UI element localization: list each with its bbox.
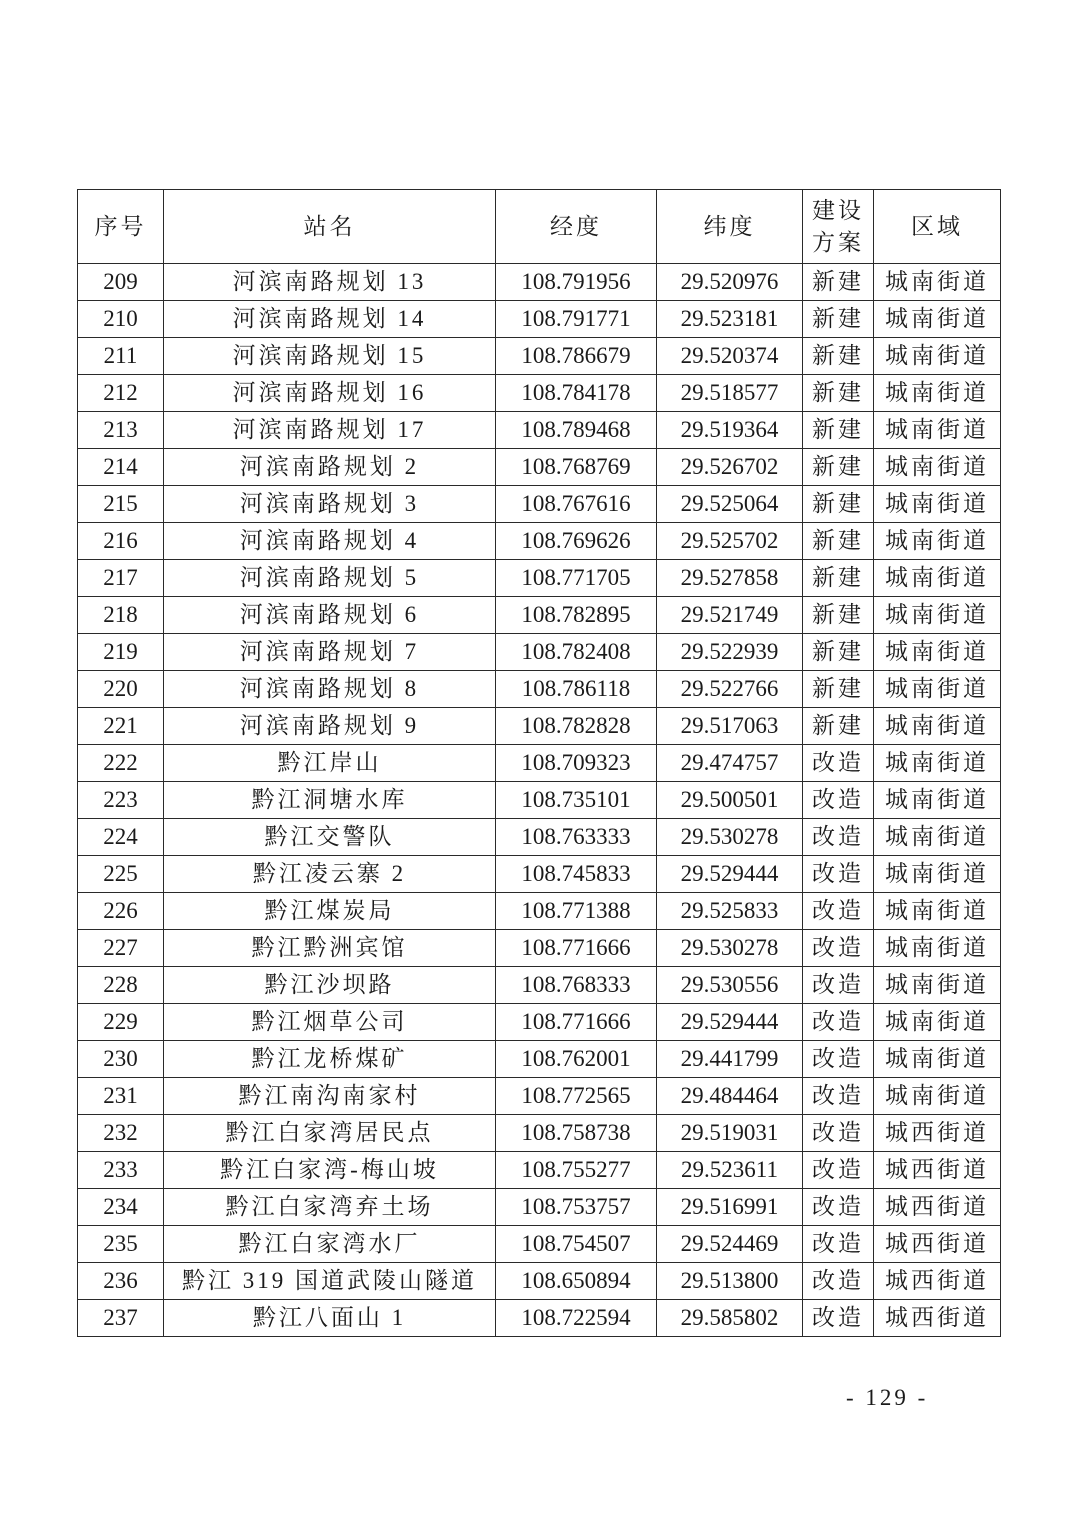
cell-region: 城南街道 — [874, 412, 1001, 449]
table-row — [78, 819, 1001, 856]
cell-longitude: 108.784178 — [496, 375, 657, 412]
cell-region: 城南街道 — [874, 597, 1001, 634]
cell-longitude: 108.722594 — [496, 1300, 657, 1337]
cell-latitude: 29.521749 — [657, 597, 803, 634]
cell-latitude: 29.527858 — [657, 560, 803, 597]
table-row — [78, 671, 1001, 708]
cell-construction-plan: 改造 — [803, 1189, 874, 1226]
cell-construction-plan: 改造 — [803, 1004, 874, 1041]
cell-station-name: 河滨南路规划 9 — [164, 708, 496, 745]
cell-latitude: 29.525064 — [657, 486, 803, 523]
table-row — [78, 523, 1001, 560]
cell-station-name: 河滨南路规划 8 — [164, 671, 496, 708]
table-row — [78, 708, 1001, 745]
cell-station-name: 黔江岸山 — [164, 745, 496, 782]
cell-seq: 223 — [78, 782, 164, 819]
cell-region: 城西街道 — [874, 1226, 1001, 1263]
cell-longitude: 108.769626 — [496, 523, 657, 560]
cell-region: 城南街道 — [874, 893, 1001, 930]
cell-latitude: 29.517063 — [657, 708, 803, 745]
cell-station-name: 河滨南路规划 5 — [164, 560, 496, 597]
cell-station-name: 河滨南路规划 17 — [164, 412, 496, 449]
header-plan-line1: 建设 — [812, 197, 864, 223]
cell-construction-plan: 改造 — [803, 893, 874, 930]
cell-construction-plan: 新建 — [803, 708, 874, 745]
cell-latitude: 29.523611 — [657, 1152, 803, 1189]
cell-region: 城南街道 — [874, 671, 1001, 708]
page-number: - 129 - — [846, 1385, 929, 1410]
cell-latitude: 29.526702 — [657, 449, 803, 486]
cell-longitude: 108.768769 — [496, 449, 657, 486]
header-station-name: 站名 — [164, 190, 496, 264]
cell-construction-plan: 新建 — [803, 412, 874, 449]
header-longitude: 经度 — [496, 190, 657, 264]
cell-seq: 232 — [78, 1115, 164, 1152]
table-row — [78, 1189, 1001, 1226]
cell-latitude: 29.530556 — [657, 967, 803, 1004]
cell-station-name: 黔江黔洲宾馆 — [164, 930, 496, 967]
cell-longitude: 108.755277 — [496, 1152, 657, 1189]
table-row — [78, 1152, 1001, 1189]
cell-seq: 235 — [78, 1226, 164, 1263]
cell-seq: 217 — [78, 560, 164, 597]
table-row — [78, 375, 1001, 412]
cell-region: 城西街道 — [874, 1189, 1001, 1226]
cell-construction-plan: 新建 — [803, 671, 874, 708]
cell-seq: 233 — [78, 1152, 164, 1189]
cell-station-name: 黔江白家湾弃土场 — [164, 1189, 496, 1226]
cell-latitude: 29.522939 — [657, 634, 803, 671]
cell-seq: 225 — [78, 856, 164, 893]
cell-seq: 213 — [78, 412, 164, 449]
cell-latitude: 29.516991 — [657, 1189, 803, 1226]
cell-region: 城南街道 — [874, 782, 1001, 819]
cell-latitude: 29.474757 — [657, 745, 803, 782]
cell-region: 城南街道 — [874, 967, 1001, 1004]
cell-latitude: 29.525702 — [657, 523, 803, 560]
cell-longitude: 108.786679 — [496, 338, 657, 375]
cell-construction-plan: 改造 — [803, 1041, 874, 1078]
table-row — [78, 412, 1001, 449]
cell-construction-plan: 改造 — [803, 856, 874, 893]
cell-longitude: 108.735101 — [496, 782, 657, 819]
cell-seq: 211 — [78, 338, 164, 375]
table-row — [78, 1263, 1001, 1300]
cell-construction-plan: 新建 — [803, 560, 874, 597]
cell-longitude: 108.753757 — [496, 1189, 657, 1226]
table-row — [78, 264, 1001, 301]
cell-station-name: 黔江煤炭局 — [164, 893, 496, 930]
table-row — [78, 338, 1001, 375]
cell-longitude: 108.782895 — [496, 597, 657, 634]
cell-station-name: 黔江 319 国道武陵山隧道 — [164, 1263, 496, 1300]
cell-seq: 226 — [78, 893, 164, 930]
header-latitude: 纬度 — [657, 190, 803, 264]
table-row — [78, 597, 1001, 634]
cell-construction-plan: 改造 — [803, 1300, 874, 1337]
cell-station-name: 黔江烟草公司 — [164, 1004, 496, 1041]
cell-longitude: 108.786118 — [496, 671, 657, 708]
cell-station-name: 黔江白家湾-梅山坡 — [164, 1152, 496, 1189]
cell-region: 城南街道 — [874, 708, 1001, 745]
cell-latitude: 29.513800 — [657, 1263, 803, 1300]
header-construction-plan — [803, 190, 874, 264]
cell-latitude: 29.484464 — [657, 1078, 803, 1115]
cell-longitude: 108.767616 — [496, 486, 657, 523]
cell-region: 城南街道 — [874, 264, 1001, 301]
cell-seq: 212 — [78, 375, 164, 412]
table-row — [78, 301, 1001, 338]
cell-seq: 218 — [78, 597, 164, 634]
cell-construction-plan: 新建 — [803, 597, 874, 634]
cell-latitude: 29.522766 — [657, 671, 803, 708]
cell-region: 城南街道 — [874, 1041, 1001, 1078]
table-row — [78, 1115, 1001, 1152]
cell-latitude: 29.519364 — [657, 412, 803, 449]
cell-station-name: 河滨南路规划 7 — [164, 634, 496, 671]
table-body — [78, 264, 1001, 1337]
cell-longitude: 108.709323 — [496, 745, 657, 782]
cell-longitude: 108.782828 — [496, 708, 657, 745]
table-row — [78, 1226, 1001, 1263]
cell-seq: 209 — [78, 264, 164, 301]
cell-region: 城南街道 — [874, 634, 1001, 671]
cell-latitude: 29.529444 — [657, 1004, 803, 1041]
cell-latitude: 29.523181 — [657, 301, 803, 338]
cell-longitude: 108.754507 — [496, 1226, 657, 1263]
table-row — [78, 782, 1001, 819]
cell-seq: 222 — [78, 745, 164, 782]
cell-region: 城南街道 — [874, 1004, 1001, 1041]
cell-longitude: 108.762001 — [496, 1041, 657, 1078]
cell-longitude: 108.650894 — [496, 1263, 657, 1300]
cell-seq: 214 — [78, 449, 164, 486]
table-row — [78, 1078, 1001, 1115]
cell-station-name: 河滨南路规划 6 — [164, 597, 496, 634]
table-row — [78, 856, 1001, 893]
cell-station-name: 黔江交警队 — [164, 819, 496, 856]
cell-construction-plan: 改造 — [803, 782, 874, 819]
cell-construction-plan: 改造 — [803, 1115, 874, 1152]
cell-station-name: 河滨南路规划 13 — [164, 264, 496, 301]
cell-construction-plan: 新建 — [803, 634, 874, 671]
cell-construction-plan: 新建 — [803, 375, 874, 412]
cell-station-name: 河滨南路规划 16 — [164, 375, 496, 412]
cell-longitude: 108.771388 — [496, 893, 657, 930]
table-row — [78, 1004, 1001, 1041]
cell-construction-plan: 改造 — [803, 1078, 874, 1115]
cell-station-name: 黔江白家湾居民点 — [164, 1115, 496, 1152]
cell-region: 城南街道 — [874, 338, 1001, 375]
cell-construction-plan: 新建 — [803, 449, 874, 486]
cell-construction-plan: 新建 — [803, 523, 874, 560]
cell-station-name: 黔江洞塘水库 — [164, 782, 496, 819]
cell-latitude: 29.529444 — [657, 856, 803, 893]
table-row — [78, 449, 1001, 486]
cell-construction-plan: 改造 — [803, 967, 874, 1004]
cell-seq: 234 — [78, 1189, 164, 1226]
header-row — [78, 190, 1001, 264]
cell-construction-plan: 改造 — [803, 930, 874, 967]
cell-station-name: 河滨南路规划 2 — [164, 449, 496, 486]
cell-latitude: 29.519031 — [657, 1115, 803, 1152]
cell-region: 城西街道 — [874, 1263, 1001, 1300]
table-row — [78, 893, 1001, 930]
cell-construction-plan: 新建 — [803, 301, 874, 338]
cell-construction-plan: 新建 — [803, 264, 874, 301]
cell-seq: 230 — [78, 1041, 164, 1078]
cell-latitude: 29.441799 — [657, 1041, 803, 1078]
table-row — [78, 967, 1001, 1004]
cell-station-name: 黔江沙坝路 — [164, 967, 496, 1004]
cell-longitude: 108.789468 — [496, 412, 657, 449]
cell-seq: 219 — [78, 634, 164, 671]
header-region: 区域 — [874, 190, 1001, 264]
cell-seq: 221 — [78, 708, 164, 745]
header-seq: 序号 — [78, 190, 164, 264]
cell-seq: 224 — [78, 819, 164, 856]
cell-region: 城西街道 — [874, 1115, 1001, 1152]
table-row — [78, 1300, 1001, 1337]
cell-seq: 227 — [78, 930, 164, 967]
cell-seq: 236 — [78, 1263, 164, 1300]
cell-region: 城南街道 — [874, 856, 1001, 893]
cell-station-name: 河滨南路规划 15 — [164, 338, 496, 375]
cell-region: 城南街道 — [874, 301, 1001, 338]
cell-station-name: 河滨南路规划 4 — [164, 523, 496, 560]
header-plan-line2: 方案 — [812, 229, 864, 255]
cell-station-name: 黔江凌云寨 2 — [164, 856, 496, 893]
cell-longitude: 108.772565 — [496, 1078, 657, 1115]
cell-longitude: 108.791771 — [496, 301, 657, 338]
cell-construction-plan: 改造 — [803, 1263, 874, 1300]
cell-seq: 237 — [78, 1300, 164, 1337]
cell-region: 城西街道 — [874, 1300, 1001, 1337]
cell-seq: 216 — [78, 523, 164, 560]
table-row — [78, 560, 1001, 597]
cell-station-name: 黔江南沟南家村 — [164, 1078, 496, 1115]
cell-seq: 215 — [78, 486, 164, 523]
cell-longitude: 108.771705 — [496, 560, 657, 597]
cell-latitude: 29.585802 — [657, 1300, 803, 1337]
cell-construction-plan: 改造 — [803, 819, 874, 856]
cell-station-name: 河滨南路规划 14 — [164, 301, 496, 338]
cell-longitude: 108.771666 — [496, 930, 657, 967]
cell-latitude: 29.525833 — [657, 893, 803, 930]
cell-longitude: 108.745833 — [496, 856, 657, 893]
cell-region: 城西街道 — [874, 1152, 1001, 1189]
cell-longitude: 108.758738 — [496, 1115, 657, 1152]
cell-latitude: 29.500501 — [657, 782, 803, 819]
cell-region: 城南街道 — [874, 486, 1001, 523]
cell-station-name: 黔江八面山 1 — [164, 1300, 496, 1337]
cell-construction-plan: 改造 — [803, 745, 874, 782]
cell-region: 城南街道 — [874, 1078, 1001, 1115]
cell-construction-plan: 改造 — [803, 1226, 874, 1263]
cell-construction-plan: 新建 — [803, 486, 874, 523]
cell-region: 城南街道 — [874, 745, 1001, 782]
cell-latitude: 29.520374 — [657, 338, 803, 375]
cell-longitude: 108.782408 — [496, 634, 657, 671]
cell-region: 城南街道 — [874, 560, 1001, 597]
cell-region: 城南街道 — [874, 819, 1001, 856]
cell-longitude: 108.791956 — [496, 264, 657, 301]
cell-longitude: 108.771666 — [496, 1004, 657, 1041]
table-row — [78, 745, 1001, 782]
cell-construction-plan: 改造 — [803, 1152, 874, 1189]
cell-seq: 210 — [78, 301, 164, 338]
cell-seq: 220 — [78, 671, 164, 708]
cell-station-name: 黔江白家湾水厂 — [164, 1226, 496, 1263]
cell-station-name: 黔江龙桥煤矿 — [164, 1041, 496, 1078]
cell-longitude: 108.768333 — [496, 967, 657, 1004]
table-row — [78, 930, 1001, 967]
cell-region: 城南街道 — [874, 930, 1001, 967]
cell-construction-plan: 新建 — [803, 338, 874, 375]
cell-latitude: 29.524469 — [657, 1226, 803, 1263]
cell-longitude: 108.763333 — [496, 819, 657, 856]
station-table — [77, 189, 1001, 1337]
cell-latitude: 29.520976 — [657, 264, 803, 301]
cell-seq: 229 — [78, 1004, 164, 1041]
cell-region: 城南街道 — [874, 375, 1001, 412]
table-row — [78, 634, 1001, 671]
table-row — [78, 486, 1001, 523]
cell-seq: 231 — [78, 1078, 164, 1115]
cell-latitude: 29.530278 — [657, 819, 803, 856]
cell-seq: 228 — [78, 967, 164, 1004]
cell-region: 城南街道 — [874, 449, 1001, 486]
cell-latitude: 29.518577 — [657, 375, 803, 412]
cell-station-name: 河滨南路规划 3 — [164, 486, 496, 523]
cell-region: 城南街道 — [874, 523, 1001, 560]
cell-latitude: 29.530278 — [657, 930, 803, 967]
table-header — [78, 190, 1001, 264]
table-row — [78, 1041, 1001, 1078]
